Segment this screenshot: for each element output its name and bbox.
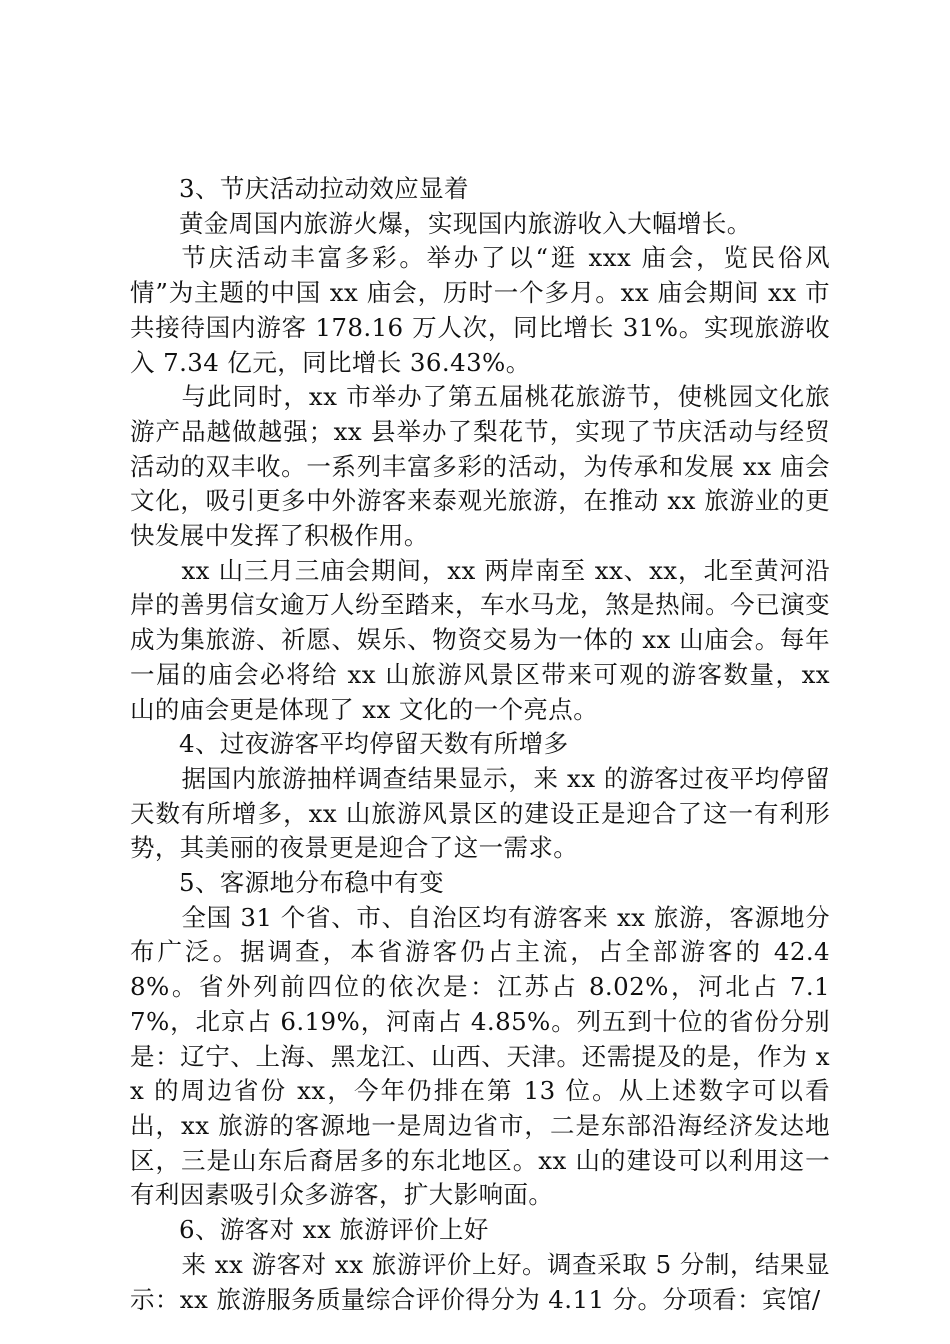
document-body bbox=[130, 172, 830, 1317]
paragraph-golden-week: 黄金周国内旅游火爆，实现国内旅游收入大幅增长。 bbox=[179, 208, 752, 238]
section-heading-6: 6、游客对 xx 旅游评价上好 bbox=[179, 1215, 489, 1245]
section-heading-3: 3、节庆活动拉动效应显着 bbox=[179, 174, 469, 203]
section-heading-4: 4、过夜游客平均停留天数有所增多 bbox=[179, 729, 569, 759]
paragraph-visitor-evaluation: 来 xx 游客对 xx 旅游评价上好。调查采取 5 分制，结果显示：xx 旅游服务质量综合评价得分为 4.11 分。分项看：宾馆/ bbox=[130, 1249, 830, 1314]
paragraph-overnight-stay: 据国内旅游抽样调查结果显示，来 xx 的游客过夜平均停留天数有所增多，xx 山旅游风景区的建设正是迎合了这一有利形势，其美丽的夜景更是迎合了这一需求。 bbox=[130, 763, 830, 863]
paragraph-temple-fair: xx 山三月三庙会期间，xx 两岸南至 xx、xx，北至黄河沿岸的善男信女逾万人纷至踏来，车水马龙，煞是热闹。今已演变成为集旅游、祈愿、娱乐、物资交易为一体的 xx 山庙会。每年一届的庙会必将给 xx 山旅游风景区带来可观的游客数量，xx 山的庙会更是体现了 xx 文化的一个亮点。 bbox=[130, 555, 830, 724]
paragraph-visitor-origin: 全国 31 个省、市、自治区均有游客来 xx 旅游，客源地分布广泛。据调查，本省游客仍占主流，占全部游客的 42.48%。省外列前四位的依次是：江苏占 8.02%，河北占 7.17%，北京占 6.19%，河南占 4.85%。列五到十位的省份分别是：辽宁、上海、黑龙江、山西、天津。还需提及的是，作为 xx 的周边省份 xx，今年仍排在第 13 位。从上述数字可以看出，xx 旅游的客源地一是周边省市，二是东部沿海经济发达地区，三是山东后裔居多的东北地区。xx 山的建设可以利用这一有利因素吸引众多游客，扩大影响面。 bbox=[130, 902, 830, 1210]
section-heading-5: 5、客源地分布稳中有变 bbox=[179, 868, 444, 898]
paragraph-festival-activities: 节庆活动丰富多彩。举办了以“逛 xxx 庙会，览民俗风情”为主题的中国 xx 庙会，历时一个多月。xx 庙会期间 xx 市共接待国内游客 178.16 万人次，同比增长 31%。实现旅游收入 7.34 亿元，同比增长 36.43%。 bbox=[130, 243, 830, 377]
paragraph-peach-blossom-festival: 与此同时，xx 市举办了第五届桃花旅游节，使桃园文化旅游产品越做越强；xx 县举办了梨花节，实现了节庆活动与经贸活动的双丰收。一系列丰富多彩的活动，为传承和发展 xx 庙会文化，吸引更多中外游客来泰观光旅游，在推动 xx 旅游业的更快发展中发挥了积极作用。 bbox=[130, 382, 830, 551]
